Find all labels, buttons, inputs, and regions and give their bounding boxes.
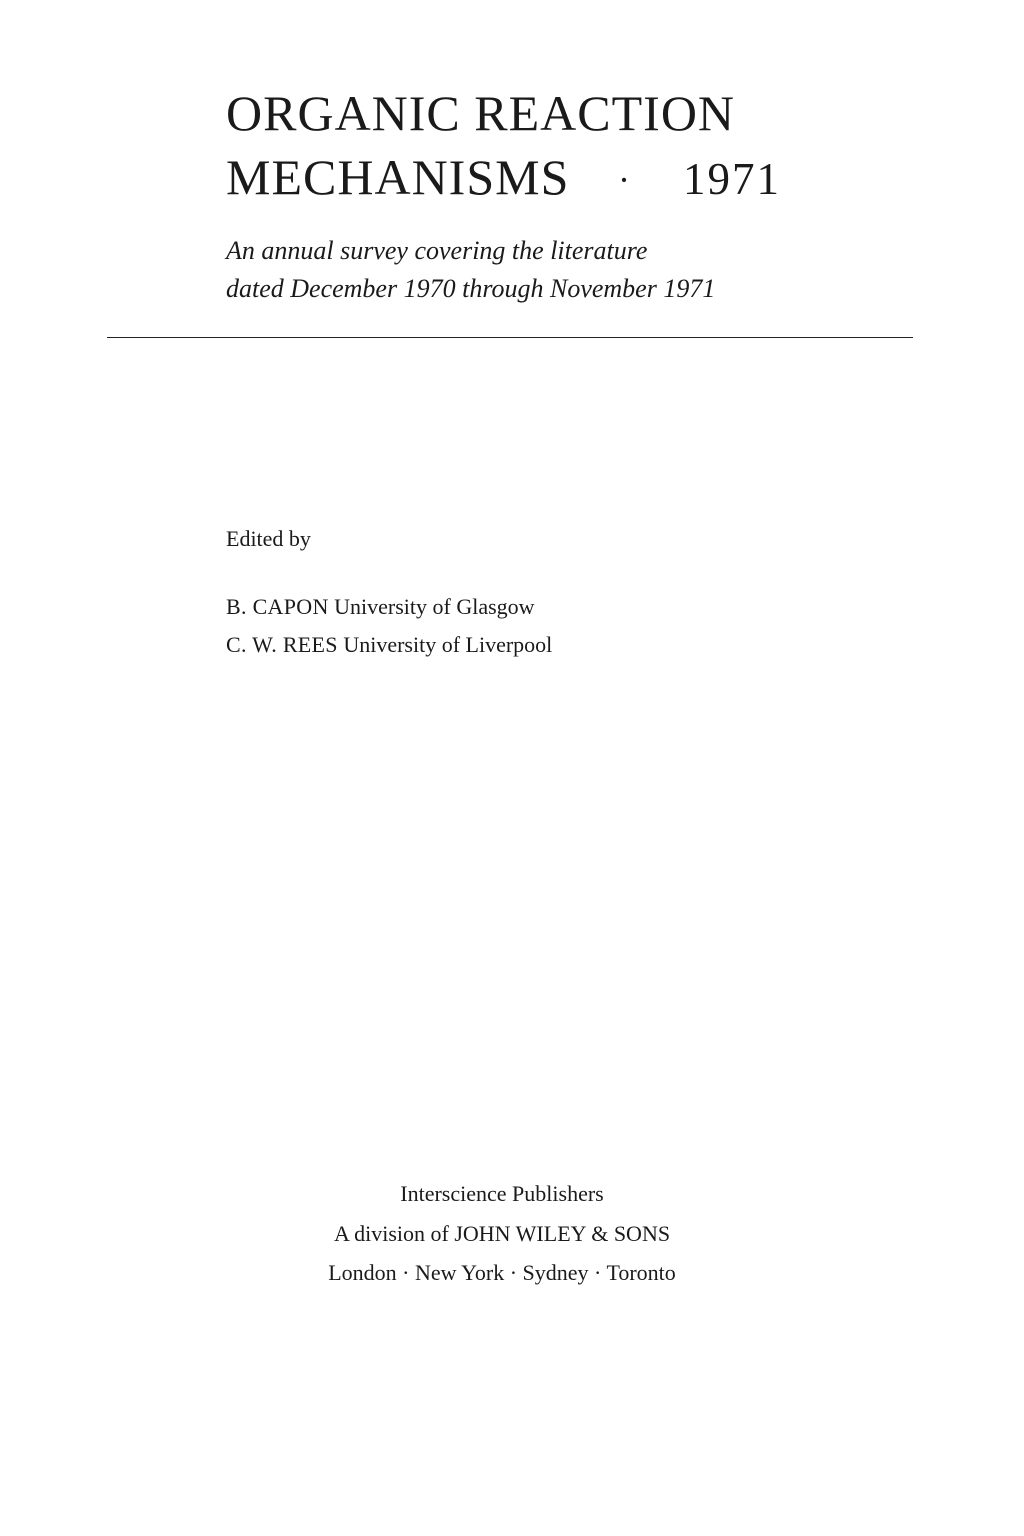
publisher-cities: London · New York · Sydney · Toronto <box>328 1260 676 1285</box>
subtitle-line-2: dated December 1970 through November 1971 <box>226 274 716 303</box>
title-line-1: ORGANIC REACTION <box>226 85 736 141</box>
edited-by-heading: Edited by <box>226 526 311 551</box>
editor-name: B. CAPON <box>226 594 329 619</box>
editor-affiliation: University of Glasgow <box>334 594 535 619</box>
publisher-name: Interscience Publishers <box>400 1181 604 1206</box>
publisher-division: A division of JOHN WILEY & SONS <box>333 1221 671 1246</box>
editor-name: C. W. REES <box>226 632 338 657</box>
title-separator: · <box>618 160 630 200</box>
editor-affiliation: University of Liverpool <box>343 632 553 657</box>
title-year: 1971 <box>683 154 781 204</box>
title-line-2: MECHANISMS <box>226 149 570 205</box>
horizontal-rule <box>107 337 913 338</box>
editor-entry <box>226 634 552 656</box>
editor-entry <box>226 596 535 618</box>
subtitle-line-1: An annual survey covering the literature <box>226 236 648 265</box>
